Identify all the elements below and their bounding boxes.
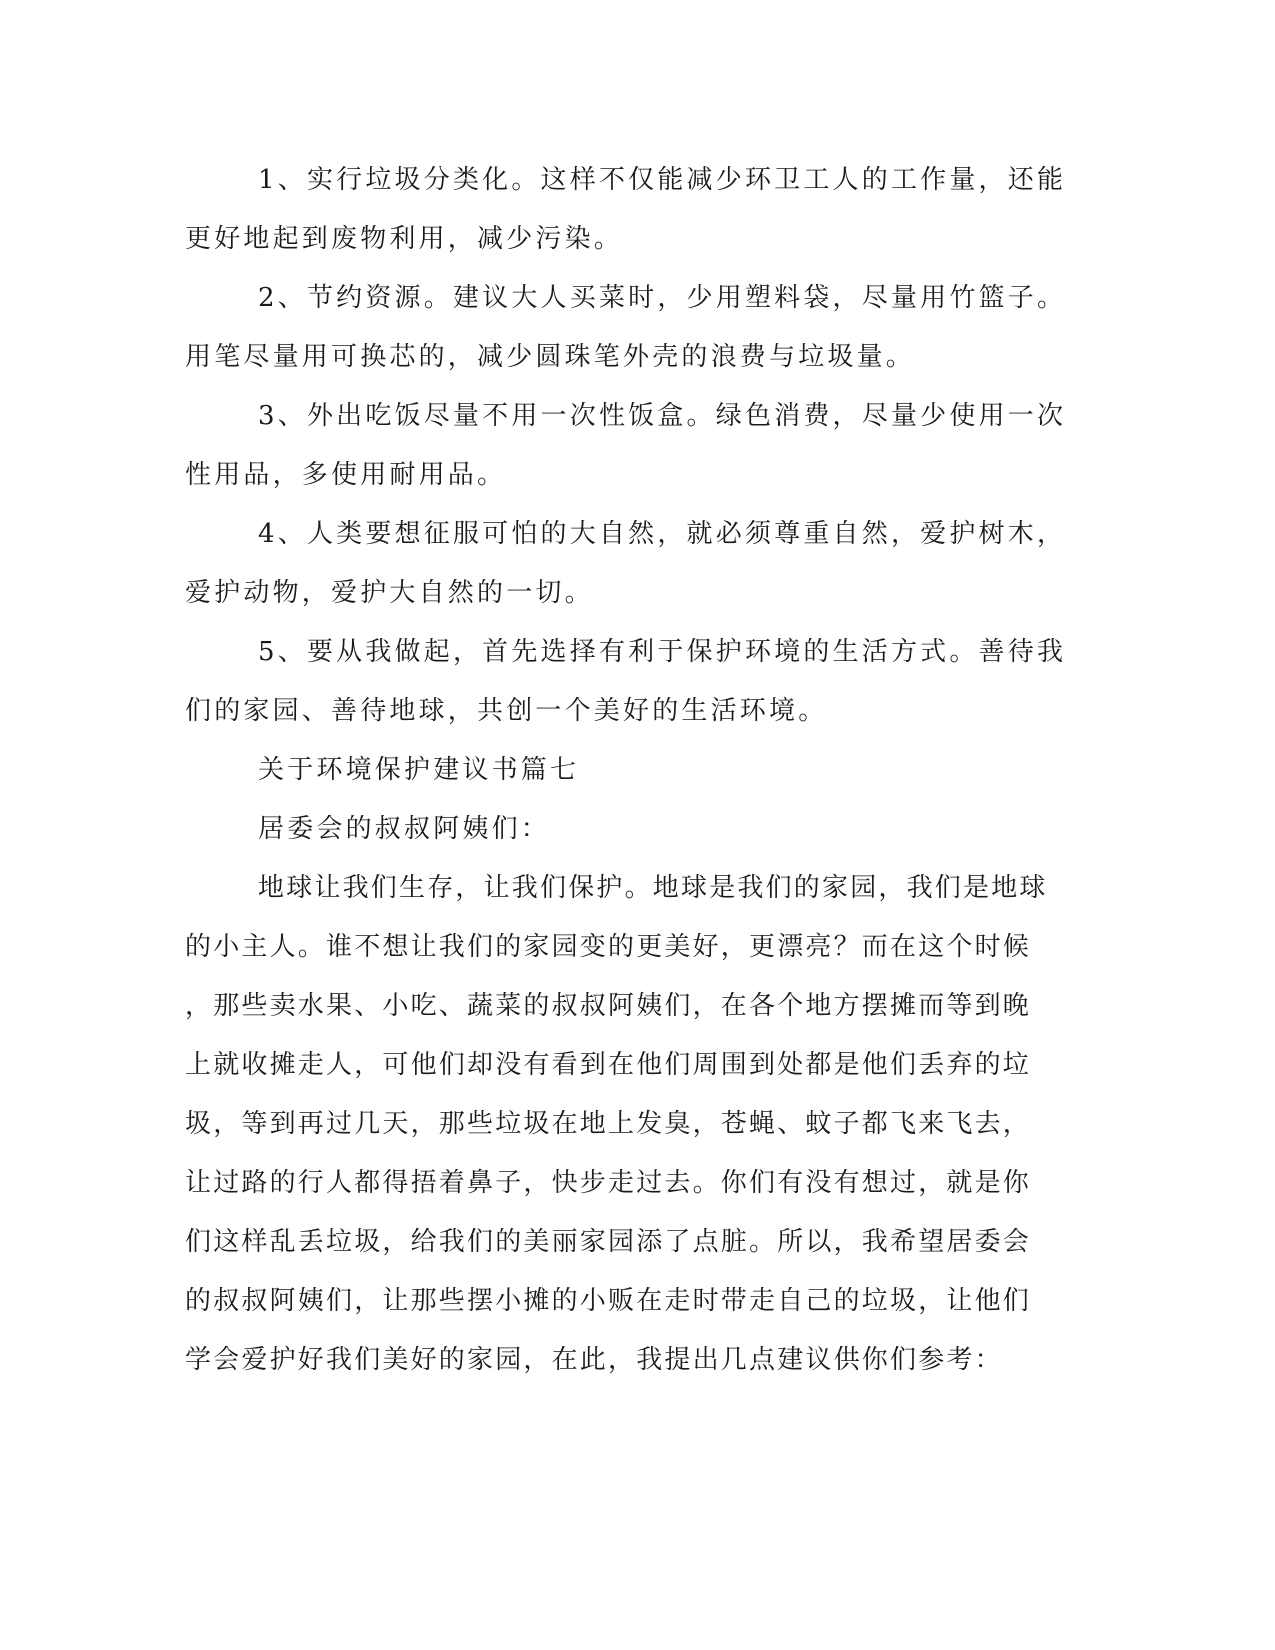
text-line: 圾，等到再过几天，那些垃圾在地上发臭，苍蝇、蚊子都飞来飞去， bbox=[185, 1109, 1032, 1139]
text-line: 们这样乱丢垃圾，给我们的美丽家园添了点脏。所以，我希望居委会 bbox=[185, 1227, 1032, 1257]
text-line: 1、实行垃圾分类化。这样不仅能减少环卫工人的工作量，还能 bbox=[258, 165, 1067, 195]
text-line: 让过路的行人都得捂着鼻子，快步走过去。你们有没有想过，就是你 bbox=[185, 1168, 1032, 1198]
text-line: ，那些卖水果、小吃、蔬菜的叔叔阿姨们，在各个地方摆摊而等到晚 bbox=[185, 991, 1032, 1021]
section-heading: 关于环境保护建议书篇七 bbox=[258, 755, 580, 785]
salutation: 居委会的叔叔阿姨们： bbox=[258, 814, 551, 844]
text-line: 5、要从我做起，首先选择有利于保护环境的生活方式。善待我 bbox=[258, 637, 1067, 667]
text-line: 上就收摊走人，可他们却没有看到在他们周围到处都是他们丢弃的垃 bbox=[185, 1050, 1032, 1080]
text-line: 地球让我们生存，让我们保护。地球是我们的家园，我们是地球 bbox=[258, 873, 1048, 903]
text-line: 性用品，多使用耐用品。 bbox=[185, 460, 507, 490]
text-line: 们的家园、善待地球，共创一个美好的生活环境。 bbox=[185, 696, 828, 726]
text-line: 4、人类要想征服可怕的大自然，就必须尊重自然，爱护树木， bbox=[258, 519, 1067, 549]
text-line: 2、节约资源。建议大人买菜时，少用塑料袋，尽量用竹篮子。 bbox=[258, 283, 1067, 313]
text-line: 的叔叔阿姨们，让那些摆小摊的小贩在走时带走自己的垃圾，让他们 bbox=[185, 1286, 1032, 1316]
text-line: 用笔尽量用可换芯的，减少圆珠笔外壳的浪费与垃圾量。 bbox=[185, 342, 916, 372]
text-line: 更好地起到废物利用，减少污染。 bbox=[185, 224, 624, 254]
text-line: 爱护动物，爱护大自然的一切。 bbox=[185, 578, 594, 608]
text-line: 的小主人。谁不想让我们的家园变的更美好，更漂亮？而在这个时候 bbox=[185, 932, 1032, 962]
text-line: 学会爱护好我们美好的家园，在此，我提出几点建议供你们参考： bbox=[185, 1345, 1003, 1375]
text-line: 3、外出吃饭尽量不用一次性饭盒。绿色消费，尽量少使用一次 bbox=[258, 401, 1067, 431]
